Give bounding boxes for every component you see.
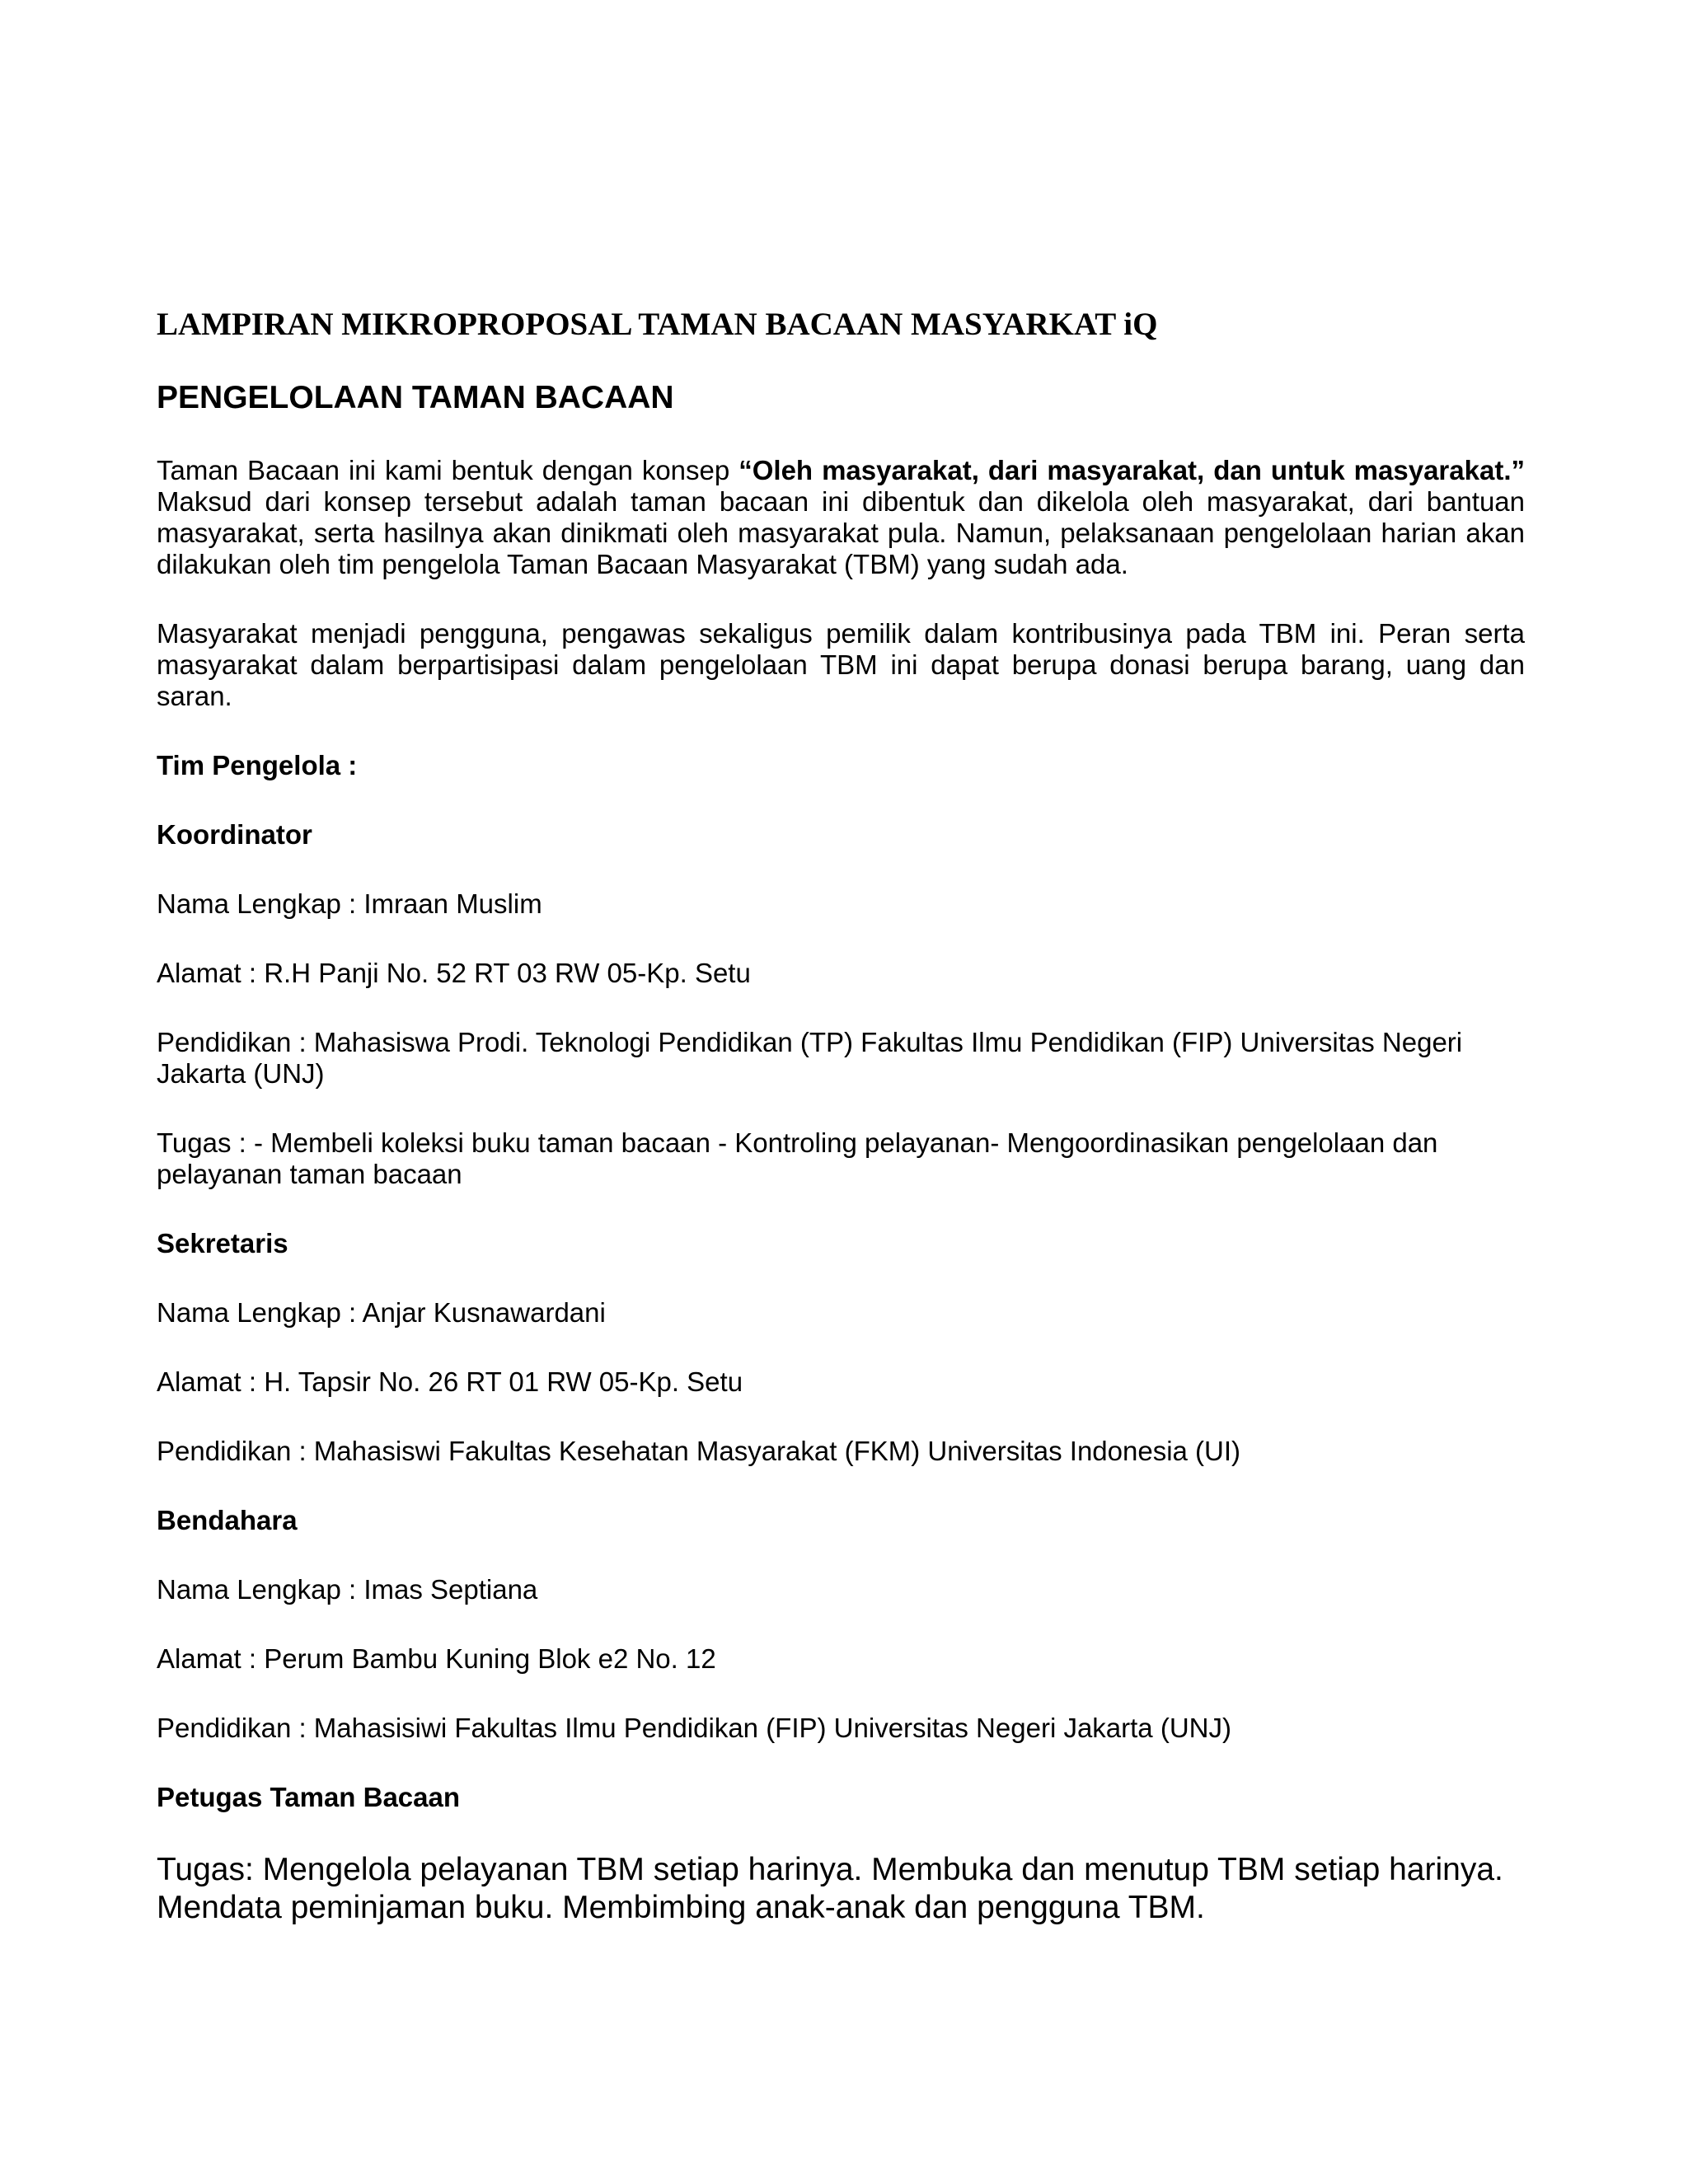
bendahara-pendidikan: Pendidikan : Mahasisiwi Fakultas Ilmu Pendidikan (FIP) Universitas Negeri Jakarta (UNJ) — [157, 1713, 1231, 1743]
section-title: PENGELOLAAN TAMAN BACAAN — [157, 380, 674, 415]
bendahara-alamat: Alamat : Perum Bambu Kuning Blok e2 No. 12 — [157, 1643, 716, 1674]
intro-rest: Maksud dari konsep tersebut adalah taman bacaan ini dibentuk dan dikelola oleh masyarakat, dari bantuan masyarakat, serta hasilnya akan dinikmati oleh masyarakat pula. Namun, pelaksanaan pengelolaan harian akan dilakukan oleh tim pengelola Taman Bacaan Masyarakat (TBM) yang sudah ada. — [157, 486, 1525, 579]
koordinator-tugas: Tugas : - Membeli koleksi buku taman bacaan - Kontroling pelayanan- Mengoordinasikan pengelolaan dan pelayanan taman bacaan — [157, 1127, 1438, 1189]
team-heading: Tim Pengelola : — [157, 750, 358, 780]
koordinator-alamat: Alamat : R.H Panji No. 52 RT 03 RW 05-Kp. Setu — [157, 958, 751, 988]
koordinator-nama: Nama Lengkap : Imraan Muslim — [157, 888, 542, 919]
intro-paragraph — [157, 455, 1525, 580]
document-page — [157, 305, 1525, 1927]
community-paragraph: Masyarakat menjadi pengguna, pengawas sekaligus pemilik dalam kontribusinya pada TBM ini. Peran serta masyarakat dalam berpartisipasi dalam pengelolaan TBM ini dapat berupa donasi berupa barang, uang dan saran. — [157, 618, 1525, 711]
intro-lead: Taman Bacaan ini kami bentuk dengan konsep — [157, 455, 739, 485]
petugas-tugas: Tugas: Mengelola pelayanan TBM setiap harinya. Membuka dan menutup TBM setiap harinya. Mendata peminjaman buku. Membimbing anak-anak dan pengguna TBM. — [157, 1852, 1503, 1925]
sekretaris-heading: Sekretaris — [157, 1228, 288, 1258]
document-title: LAMPIRAN MIKROPROPOSAL TAMAN BACAAN MASYARKAT iQ — [157, 307, 1158, 342]
sekretaris-alamat: Alamat : H. Tapsir No. 26 RT 01 RW 05-Kp. Setu — [157, 1366, 743, 1397]
sekretaris-nama: Nama Lengkap : Anjar Kusnawardani — [157, 1297, 606, 1328]
sekretaris-pendidikan: Pendidikan : Mahasiswi Fakultas Kesehatan Masyarakat (FKM) Universitas Indonesia (UI) — [157, 1436, 1241, 1466]
bendahara-nama: Nama Lengkap : Imas Septiana — [157, 1574, 538, 1605]
koordinator-pendidikan: Pendidikan : Mahasiswa Prodi. Teknologi Pendidikan (TP) Fakultas Ilmu Pendidikan (FIP) Universitas Negeri Jakarta (UNJ) — [157, 1027, 1463, 1089]
intro-quote: “Oleh masyarakat, dari masyarakat, dan untuk masyarakat.” — [738, 455, 1525, 485]
petugas-heading: Petugas Taman Bacaan — [157, 1782, 461, 1812]
koordinator-heading: Koordinator — [157, 819, 312, 850]
bendahara-heading: Bendahara — [157, 1505, 298, 1535]
